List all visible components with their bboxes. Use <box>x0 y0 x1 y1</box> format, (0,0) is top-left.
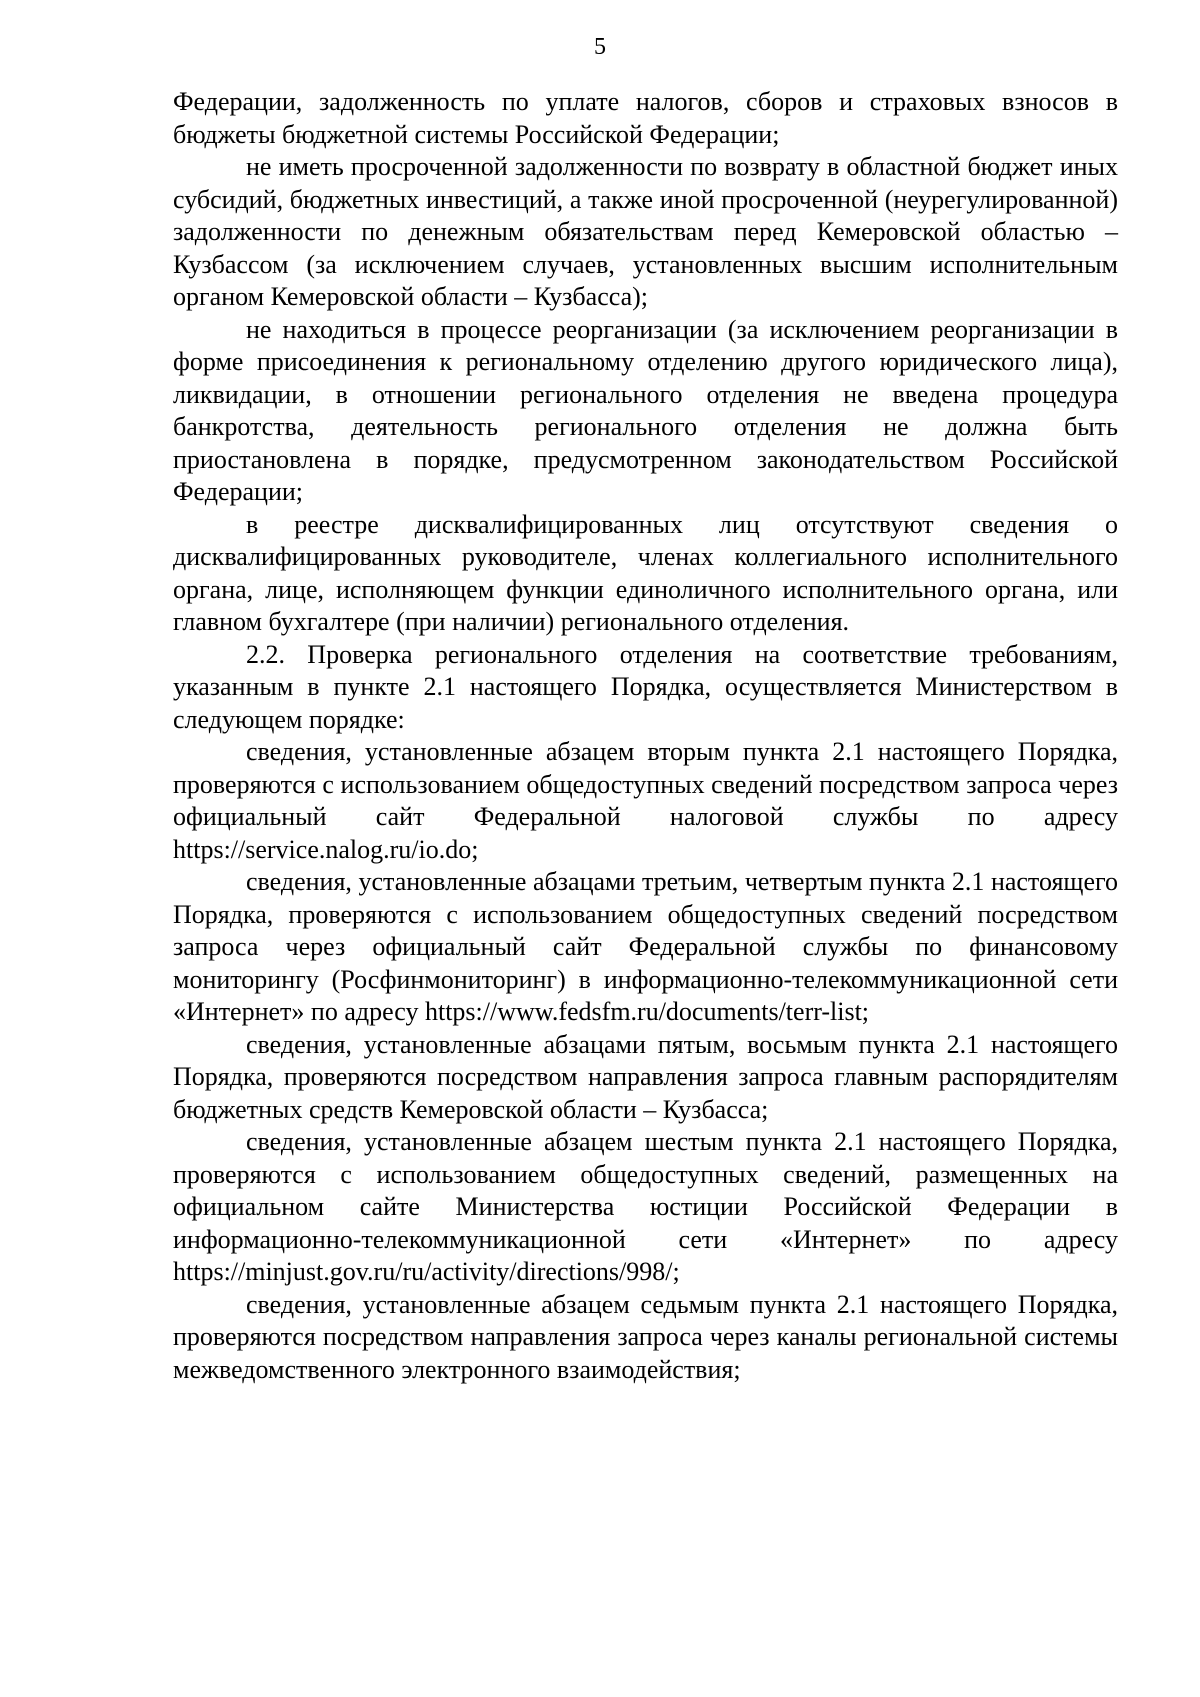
paragraph-no-overdue-debt: не иметь просроченной задолженности по возврату в областной бюджет иных субсидий, бюджетных инвестиций, а также иной просроченной (неурегулированной) задолженности по денежным обязательствам перед Кемеровской областью – Кузбассом (за исключением случаев, установленных высшим исполнительным органом Кемеровской области – Кузбасса); <box>173 152 1118 311</box>
paragraph-2-2-verification: 2.2. Проверка регионального отделения на соответствие требованиям, указанным в пункте 2.1 настоящего Порядка, осуществляется Министерством в следующем порядке: <box>173 639 1118 734</box>
paragraph-check-minjust: сведения, установленные абзацем шестым пункта 2.1 настоящего Порядка, проверяются с использованием общедоступных сведений, размещенных на официальном сайте Министерства юстиции Российской Федерации в информационно-телекоммуникационной сети «Интернет» по адресу https://minjust.gov.ru/ru/activity/directions/998/; <box>173 1127 1118 1286</box>
paragraph-check-nalog: сведения, установленные абзацем вторым пункта 2.1 настоящего Порядка, проверяются с использованием общедоступных сведений посредством запроса через официальный сайт Федеральной налоговой службы по адресу https://service.nalog.ru/io.do; <box>173 737 1118 864</box>
document-body <box>173 86 1118 1386</box>
paragraph-debt-taxes: Федерации, задолженность по уплате налогов, сборов и страховых взносов в бюджеты бюджетной системы Российской Федерации; <box>173 87 1118 149</box>
paragraph-check-interagency: сведения, установленные абзацем седьмым пункта 2.1 настоящего Порядка, проверяются посредством направления запроса через каналы региональной системы межведомственного электронного взаимодействия; <box>173 1289 1118 1384</box>
paragraph-no-reorganization: не находиться в процессе реорганизации (за исключением реорганизации в форме присоединения к региональному отделению другого юридического лица), ликвидации, в отношении регионального отделения не введена процедура банкротства, деятельность регионального отделения не должна быть приостановлена в порядке, предусмотренном законодательством Российской Федерации; <box>173 314 1118 506</box>
paragraph-check-fedsfm: сведения, установленные абзацами третьим, четвертым пункта 2.1 настоящего Порядка, проверяются с использованием общедоступных сведений посредством запроса через официальный сайт Федеральной службы по финансовому мониторингу (Росфинмониторинг) в информационно-телекоммуникационной сети «Интернет» по адресу https://www.fedsfm.ru/documents/terr-list; <box>173 867 1118 1026</box>
paragraph-disqualified-registry: в реестре дисквалифицированных лиц отсутствуют сведения о дисквалифицированных руководителе, членах коллегиального исполнительного органа, лице, исполняющем функции единоличного исполнительного органа, или главном бухгалтере (при наличии) регионального отделения. <box>173 509 1118 636</box>
paragraph-check-budget-managers: сведения, установленные абзацами пятым, восьмым пункта 2.1 настоящего Порядка, проверяются посредством направления запроса главным распорядителям бюджетных средств Кемеровской области – Кузбасса; <box>173 1029 1118 1124</box>
page-number: 5 <box>594 34 606 60</box>
